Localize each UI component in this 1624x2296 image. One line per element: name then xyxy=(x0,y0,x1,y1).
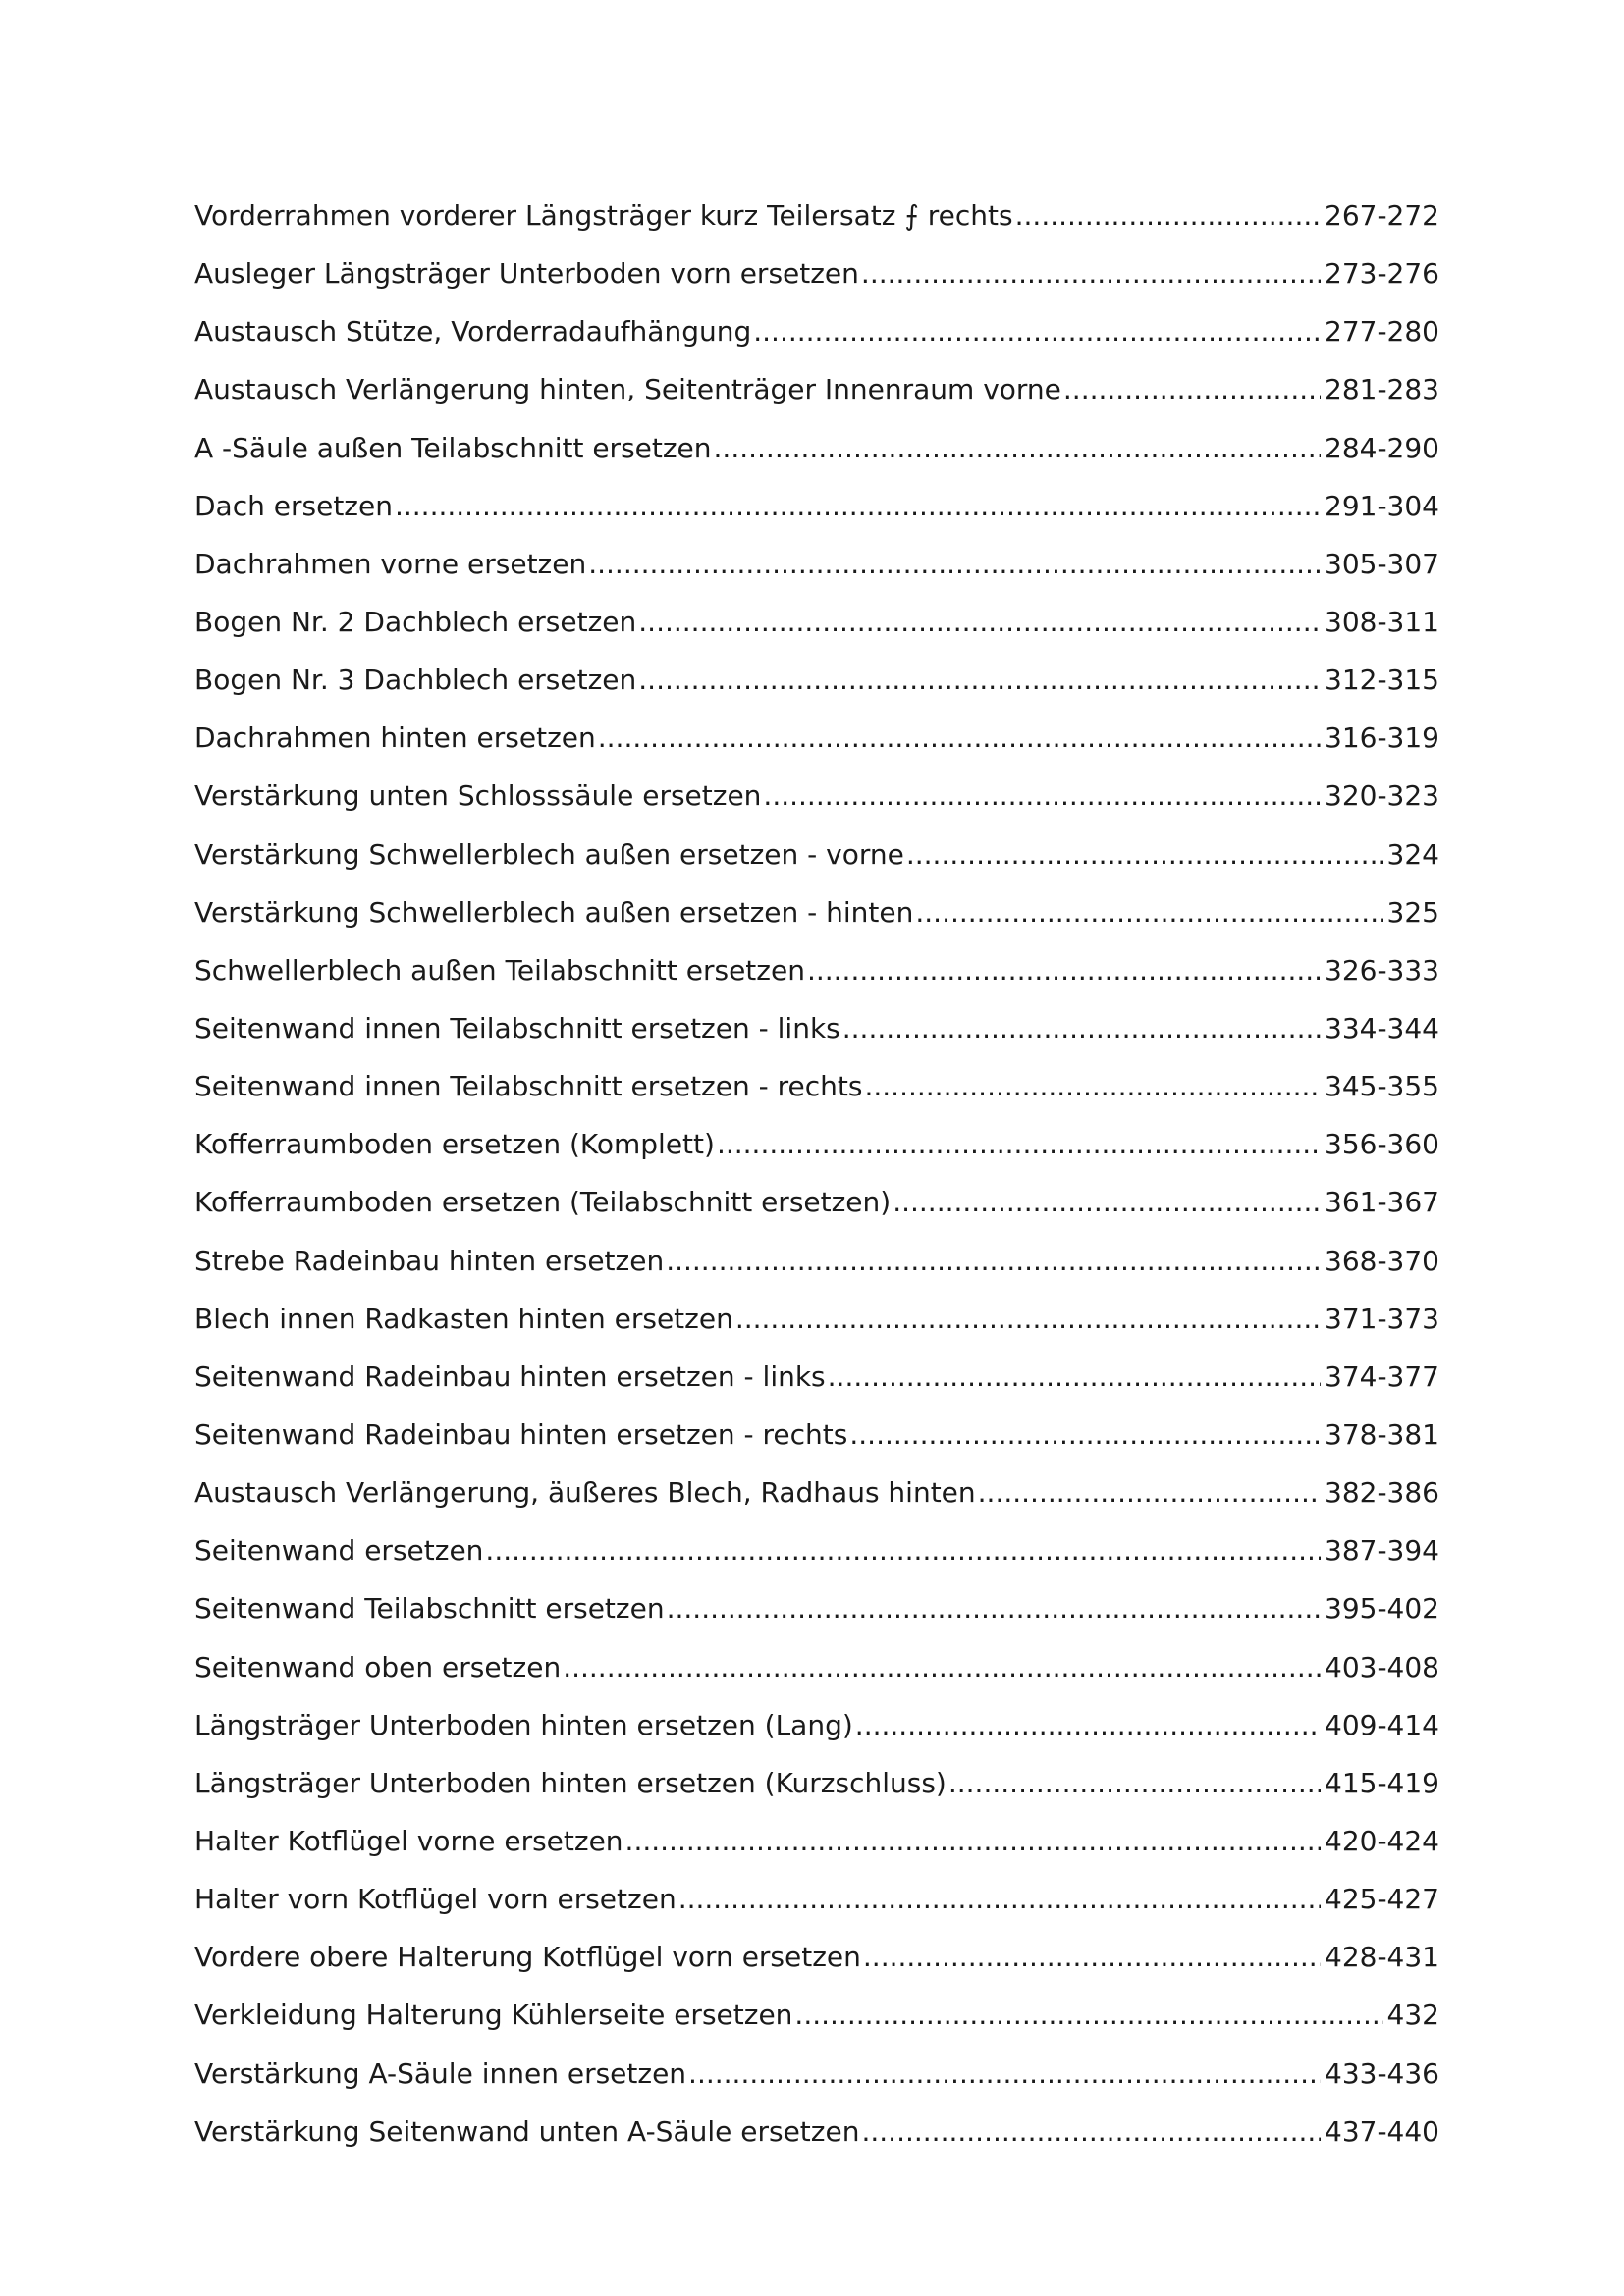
toc-entry-pages: 371-373 xyxy=(1325,1302,1439,1335)
toc-entry-pages: 324 xyxy=(1386,837,1439,871)
toc-entry-title: Verstärkung Seitenwand unten A-Säule ersetzen xyxy=(194,2114,860,2148)
toc-entry[interactable] xyxy=(194,1522,1439,1579)
dot-leader xyxy=(715,1115,1321,1173)
toc-entry[interactable] xyxy=(194,941,1439,999)
dot-leader xyxy=(976,1464,1321,1522)
toc-entry-pages: 320-323 xyxy=(1325,779,1439,813)
toc-entry[interactable] xyxy=(194,1115,1439,1173)
dot-leader xyxy=(805,941,1321,999)
toc-entry-pages: 368-370 xyxy=(1325,1244,1439,1277)
toc-entry[interactable] xyxy=(194,1173,1439,1231)
toc-entry[interactable] xyxy=(194,1057,1439,1115)
toc-entry[interactable] xyxy=(194,419,1439,477)
dot-leader xyxy=(623,1812,1321,1870)
dot-leader xyxy=(393,477,1321,535)
toc-entry[interactable] xyxy=(194,1754,1439,1812)
toc-entry-pages: 356-360 xyxy=(1325,1128,1439,1161)
toc-entry[interactable] xyxy=(194,883,1439,941)
toc-entry-title: Seitenwand ersetzen xyxy=(194,1534,484,1568)
toc-entry-pages: 284-290 xyxy=(1325,431,1439,464)
toc-entry-pages: 273-276 xyxy=(1325,257,1439,291)
toc-entry-title: Austausch Verlängerung hinten, Seitenträger Innenraum vorne xyxy=(194,373,1061,406)
toc-entry[interactable] xyxy=(194,651,1439,709)
toc-entry-title: Verstärkung Schwellerblech außen ersetzen - hinten xyxy=(194,895,914,929)
toc-entry[interactable] xyxy=(194,360,1439,418)
toc-entry-title: A -Säule außen Teilabschnitt ersetzen xyxy=(194,431,712,464)
toc-entry-pages: 432 xyxy=(1386,1999,1439,2032)
toc-entry[interactable] xyxy=(194,1870,1439,1928)
toc-entry-title: Verstärkung A-Säule innen ersetzen xyxy=(194,2056,687,2090)
toc-entry[interactable] xyxy=(194,1986,1439,2044)
dot-leader xyxy=(665,1579,1321,1637)
toc-entry[interactable] xyxy=(194,1406,1439,1464)
dot-leader xyxy=(859,244,1321,302)
toc-entry-pages: 267-272 xyxy=(1325,199,1439,232)
toc-entry-title: Seitenwand innen Teilabschnitt ersetzen - rechts xyxy=(194,1070,863,1103)
toc-entry-pages: 291-304 xyxy=(1325,489,1439,522)
toc-entry-pages: 334-344 xyxy=(1325,1011,1439,1044)
toc-entry-pages: 277-280 xyxy=(1325,315,1439,348)
toc-entry-title: Verstärkung unten Schlosssäule ersetzen xyxy=(194,779,762,813)
toc-entry[interactable] xyxy=(194,187,1439,244)
toc-entry[interactable] xyxy=(194,477,1439,535)
toc-entry-title: Seitenwand oben ersetzen xyxy=(194,1650,562,1683)
toc-entry-title: Bogen Nr. 3 Dachblech ersetzen xyxy=(194,664,637,697)
toc-entry-pages: 325 xyxy=(1386,895,1439,929)
toc-entry-pages: 425-427 xyxy=(1325,1883,1439,1916)
toc-entry-title: Längsträger Unterboden hinten ersetzen (Lang) xyxy=(194,1708,853,1741)
toc-entry-pages: 378-381 xyxy=(1325,1417,1439,1451)
toc-entry-title: Verkleidung Halterung Kühlerseite ersetzen xyxy=(194,1999,793,2032)
toc-entry-pages: 420-424 xyxy=(1325,1824,1439,1857)
toc-entry-pages: 308-311 xyxy=(1325,605,1439,638)
toc-entry-title: Seitenwand Radeinbau hinten ersetzen - rechts xyxy=(194,1417,848,1451)
dot-leader xyxy=(792,1986,1382,2044)
toc-entry-title: Dachrahmen vorne ersetzen xyxy=(194,547,587,580)
toc-entry-pages: 316-319 xyxy=(1325,721,1439,755)
dot-leader xyxy=(483,1522,1321,1579)
toc-entry-pages: 409-414 xyxy=(1325,1708,1439,1741)
toc-entry[interactable] xyxy=(194,1812,1439,1870)
toc-entry-title: Austausch Stütze, Vorderradaufhängung xyxy=(194,315,752,348)
toc-entry-title: Seitenwand Teilabschnitt ersetzen xyxy=(194,1592,665,1626)
toc-entry[interactable] xyxy=(194,535,1439,593)
dot-leader xyxy=(891,1173,1321,1231)
dot-leader xyxy=(561,1638,1321,1696)
toc-entry-pages: 374-377 xyxy=(1325,1360,1439,1393)
toc-entry[interactable] xyxy=(194,1464,1439,1522)
dot-leader xyxy=(840,999,1321,1057)
toc-entry-title: Austausch Verlängerung, äußeres Blech, Radhaus hinten xyxy=(194,1476,976,1510)
toc-entry-pages: 345-355 xyxy=(1325,1070,1439,1103)
toc-entry[interactable] xyxy=(194,999,1439,1057)
toc-entry[interactable] xyxy=(194,2103,1439,2161)
dot-leader xyxy=(733,1290,1321,1348)
dot-leader xyxy=(847,1406,1321,1464)
dot-leader xyxy=(677,1870,1321,1928)
dot-leader xyxy=(586,535,1321,593)
toc-entry-pages: 382-386 xyxy=(1325,1476,1439,1510)
toc-entry-pages: 415-419 xyxy=(1325,1766,1439,1799)
dot-leader xyxy=(859,2103,1321,2161)
toc-entry[interactable] xyxy=(194,1928,1439,1986)
toc-entry-pages: 437-440 xyxy=(1325,2114,1439,2148)
dot-leader xyxy=(913,883,1382,941)
dot-leader xyxy=(636,593,1321,651)
toc-entry[interactable] xyxy=(194,826,1439,883)
dot-leader xyxy=(761,767,1321,825)
toc-entry-pages: 305-307 xyxy=(1325,547,1439,580)
dot-leader xyxy=(636,651,1321,709)
toc-entry-pages: 433-436 xyxy=(1325,2056,1439,2090)
toc-entry-title: Schwellerblech außen Teilabschnitt ersetzen xyxy=(194,953,805,987)
toc-entry[interactable] xyxy=(194,593,1439,651)
toc-entry-title: Bogen Nr. 2 Dachblech ersetzen xyxy=(194,605,637,638)
toc-entry[interactable] xyxy=(194,1348,1439,1406)
toc-entry-pages: 403-408 xyxy=(1325,1650,1439,1683)
dot-leader xyxy=(664,1232,1321,1290)
dot-leader xyxy=(861,1928,1321,1986)
dot-leader xyxy=(751,302,1321,360)
toc-entry[interactable] xyxy=(194,1638,1439,1696)
toc-entry-title: Halter vorn Kotflügel vorn ersetzen xyxy=(194,1883,677,1916)
table-of-contents xyxy=(194,187,1439,2161)
toc-entry[interactable] xyxy=(194,1232,1439,1290)
dot-leader xyxy=(826,1348,1321,1406)
toc-entry-pages: 326-333 xyxy=(1325,953,1439,987)
toc-entry-title: Seitenwand Radeinbau hinten ersetzen - links xyxy=(194,1360,826,1393)
dot-leader xyxy=(596,709,1321,767)
toc-entry-title: Vorderrahmen vorderer Längsträger kurz Teilersatz ⨍ rechts xyxy=(194,199,1013,232)
toc-entry-title: Strebe Radeinbau hinten ersetzen xyxy=(194,1244,665,1277)
toc-entry-title: Kofferraumboden ersetzen (Komplett) xyxy=(194,1128,715,1161)
toc-entry[interactable] xyxy=(194,244,1439,302)
toc-entry[interactable] xyxy=(194,1579,1439,1637)
toc-entry-title: Längsträger Unterboden hinten ersetzen (Kurzschluss) xyxy=(194,1766,947,1799)
dot-leader xyxy=(862,1057,1321,1115)
toc-entry-pages: 428-431 xyxy=(1325,1941,1439,1974)
toc-entry-pages: 312-315 xyxy=(1325,664,1439,697)
toc-entry[interactable] xyxy=(194,1696,1439,1754)
toc-entry-title: Kofferraumboden ersetzen (Teilabschnitt ersetzen) xyxy=(194,1186,892,1219)
toc-entry-pages: 361-367 xyxy=(1325,1186,1439,1219)
toc-entry-title: Blech innen Radkasten hinten ersetzen xyxy=(194,1302,733,1335)
toc-entry-title: Dach ersetzen xyxy=(194,489,393,522)
toc-entry[interactable] xyxy=(194,302,1439,360)
dot-leader xyxy=(686,2045,1321,2103)
toc-entry-pages: 281-283 xyxy=(1325,373,1439,406)
toc-entry-title: Verstärkung Schwellerblech außen ersetzen - vorne xyxy=(194,837,904,871)
dot-leader xyxy=(904,826,1383,883)
toc-entry-title: Dachrahmen hinten ersetzen xyxy=(194,721,596,755)
toc-entry-title: Halter Kotflügel vorne ersetzen xyxy=(194,1824,623,1857)
dot-leader xyxy=(1013,187,1321,244)
dot-leader xyxy=(712,419,1321,477)
dot-leader xyxy=(1061,360,1321,418)
toc-entry-title: Seitenwand innen Teilabschnitt ersetzen - links xyxy=(194,1011,840,1044)
toc-entry-pages: 387-394 xyxy=(1325,1534,1439,1568)
toc-entry[interactable] xyxy=(194,767,1439,825)
toc-entry[interactable] xyxy=(194,709,1439,767)
toc-entry-title: Ausleger Längsträger Unterboden vorn ersetzen xyxy=(194,257,859,291)
dot-leader xyxy=(853,1696,1321,1754)
toc-entry[interactable] xyxy=(194,1290,1439,1348)
toc-entry-title: Vordere obere Halterung Kotflügel vorn ersetzen xyxy=(194,1941,861,1974)
toc-entry[interactable] xyxy=(194,2045,1439,2103)
dot-leader xyxy=(947,1754,1321,1812)
toc-entry-pages: 395-402 xyxy=(1325,1592,1439,1626)
